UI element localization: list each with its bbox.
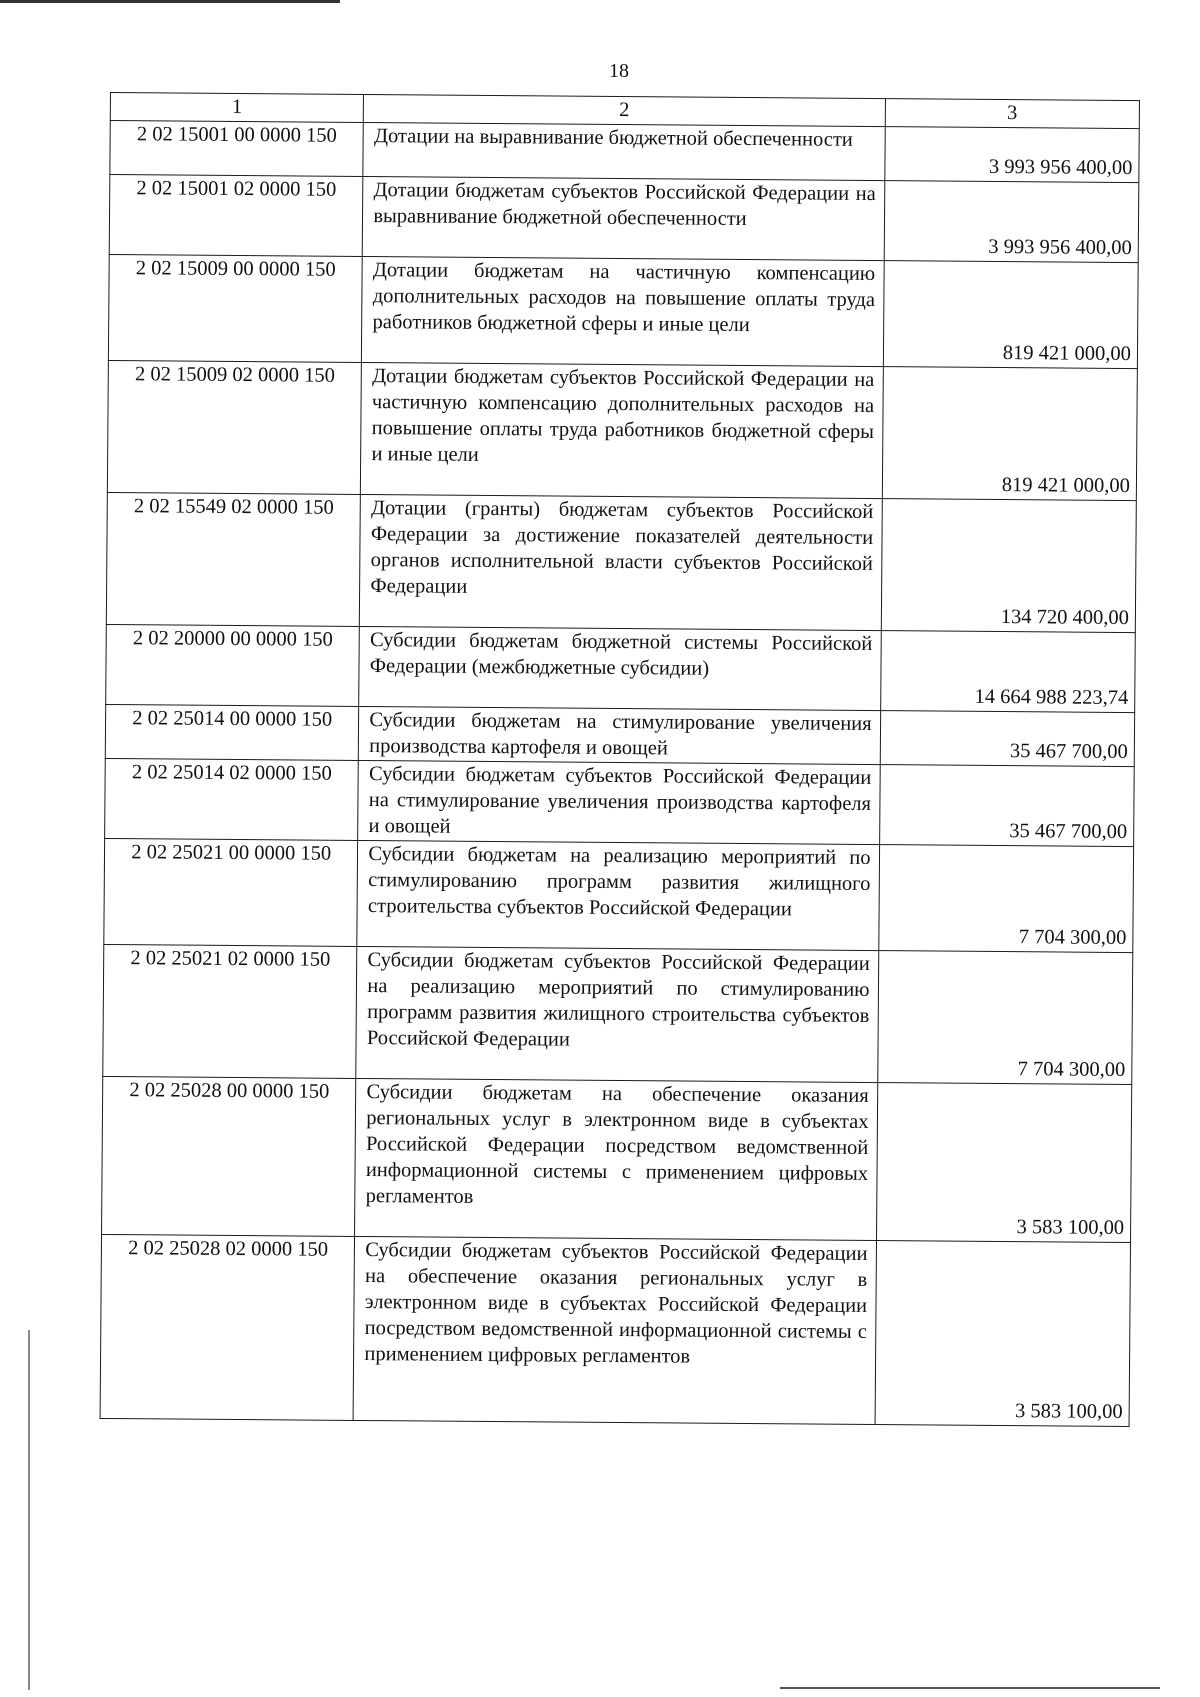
row-code: 2 02 25014 02 0000 150 — [105, 758, 359, 840]
table-row — [108, 254, 1138, 368]
row-name: Субсидии бюджетам на обеспечение оказания региональных услуг в электронном виде в субъектах Российской Федерации посредством ведомственной информационной системы с применением цифровых регламентов — [355, 1078, 877, 1240]
row-name: Дотации на выравнивание бюджетной обеспеченности — [363, 122, 885, 180]
page-number: 18 — [609, 60, 629, 82]
table-row — [106, 624, 1136, 712]
header-col-1: 1 — [110, 93, 364, 123]
row-name: Субсидии бюджетам бюджетной системы Российской Федерации (межбюджетные субсидии) — [359, 626, 881, 710]
row-sum: 35 467 700,00 — [880, 711, 1135, 767]
row-sum: 3 993 956 400,00 — [884, 127, 1139, 183]
row-name: Дотации бюджетам субъектов Российской Федерации на выравнивание бюджетной обеспеченности — [363, 176, 885, 260]
row-name: Субсидии бюджетам субъектов Российской Федерации на стимулирование увеличения производства картофеля и овощей — [358, 760, 880, 844]
row-name: Субсидии бюджетам на стимулирование увеличения производства картофеля и овощей — [359, 706, 881, 764]
table-row — [109, 175, 1139, 263]
row-sum: 14 664 988 223,74 — [880, 631, 1135, 713]
row-code: 2 02 25028 00 0000 150 — [102, 1076, 357, 1236]
table-row — [103, 944, 1133, 1084]
row-name: Субсидии бюджетам на реализацию мероприятий по стимулированию программ развития жилищного строительства субъектов Российской Федерации — [357, 840, 879, 950]
row-sum: 819 421 000,00 — [882, 367, 1137, 501]
row-name: Субсидии бюджетам субъектов Российской Федерации на обеспечение оказания региональных услуг в электронном виде в субъектах Российской Федерации посредством ведомственной информационной системы с применением цифровых регламентов — [353, 1236, 876, 1424]
row-sum: 7 704 300,00 — [877, 951, 1132, 1085]
row-sum: 819 421 000,00 — [883, 261, 1138, 369]
scan-edge-bottom — [780, 1687, 1160, 1689]
header-col-3: 3 — [885, 99, 1140, 129]
row-code: 2 02 15001 00 0000 150 — [110, 121, 364, 177]
row-code: 2 02 25021 02 0000 150 — [103, 944, 357, 1078]
row-sum: 3 993 956 400,00 — [884, 181, 1139, 263]
table-row — [105, 758, 1135, 846]
header-col-2: 2 — [364, 94, 885, 126]
row-code: 2 02 15549 02 0000 150 — [106, 492, 360, 626]
scan-edge-left — [28, 1330, 30, 1690]
table-row — [107, 360, 1137, 500]
table-row — [110, 121, 1139, 183]
table-row — [105, 704, 1134, 766]
row-sum: 3 583 100,00 — [876, 1083, 1132, 1243]
row-code: 2 02 20000 00 0000 150 — [106, 624, 360, 706]
row-sum: 7 704 300,00 — [878, 845, 1133, 953]
scan-edge-mark — [0, 0, 340, 3]
row-code: 2 02 15009 02 0000 150 — [107, 360, 361, 494]
row-code: 2 02 15009 00 0000 150 — [108, 254, 362, 362]
row-sum: 134 720 400,00 — [881, 499, 1136, 633]
row-name: Субсидии бюджетам субъектов Российской Федерации на реализацию мероприятий по стимулированию программ развития жилищного строительства субъектов Российской Федерации — [356, 946, 878, 1082]
row-code: 2 02 25028 02 0000 150 — [100, 1234, 355, 1420]
row-sum: 3 583 100,00 — [875, 1241, 1131, 1427]
revenue-table — [100, 92, 1140, 1427]
row-code: 2 02 25014 00 0000 150 — [105, 704, 359, 760]
table-row — [106, 492, 1136, 632]
row-code: 2 02 25021 00 0000 150 — [104, 838, 358, 946]
row-code: 2 02 15001 02 0000 150 — [109, 175, 363, 257]
table-row — [104, 838, 1134, 952]
table-row — [100, 1234, 1130, 1426]
row-name: Дотации (гранты) бюджетам субъектов Российской Федерации за достижение показателей деятельности органов исполнительной власти субъектов Российской Федерации — [360, 494, 882, 630]
row-name: Дотации бюджетам субъектов Российской Федерации на частичную компенсацию дополнительных расходов на повышение оплаты труда работников бюджетной сферы и иные цели — [361, 362, 883, 498]
row-sum: 35 467 700,00 — [879, 765, 1134, 847]
row-name: Дотации бюджетам на частичную компенсацию дополнительных расходов на повышение оплаты труда работников бюджетной сферы и иные цели — [362, 256, 884, 366]
table-row — [102, 1076, 1132, 1242]
